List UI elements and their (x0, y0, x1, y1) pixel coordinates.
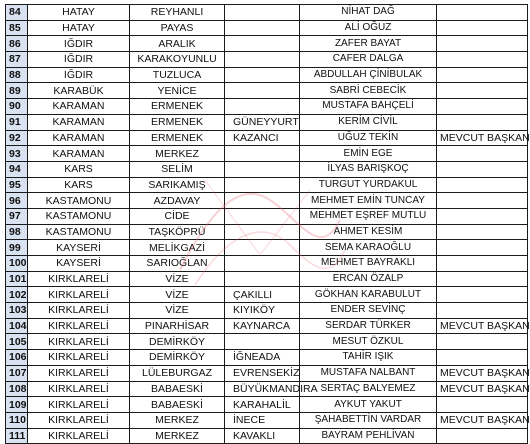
province-cell: KARAMAN (28, 114, 130, 130)
table-row (6, 130, 528, 146)
town-cell: EVRENSEKİZ (225, 365, 300, 381)
table-row (6, 334, 528, 350)
candidate-cell: BAYRAM PEHLİVAN (300, 428, 437, 444)
province-cell: KIRKLARELİ (28, 381, 130, 397)
note-cell (437, 99, 528, 115)
town-cell (225, 240, 300, 256)
province-cell: KASTAMONU (28, 208, 130, 224)
note-cell (437, 193, 528, 209)
table-row (6, 381, 528, 397)
district-cell: ARALIK (130, 36, 225, 52)
candidate-cell: ŞAHABETTİN VARDAR (300, 412, 437, 428)
province-cell: KIRKLARELİ (28, 412, 130, 428)
note-cell (437, 208, 528, 224)
candidate-cell: SERDAR TÜRKER (300, 318, 437, 334)
row-number-cell: 99 (6, 240, 28, 256)
note-cell (437, 67, 528, 83)
candidate-cell: CAFER DALGA (300, 52, 437, 68)
table-row (6, 428, 528, 444)
note-cell: MEVCUT BAŞKAN (437, 381, 528, 397)
province-cell: KASTAMONU (28, 193, 130, 209)
table-row (6, 5, 528, 21)
note-cell: MEVCUT BAŞKAN (437, 365, 528, 381)
table-row (6, 114, 528, 130)
note-cell (437, 334, 528, 350)
province-cell: KARAMAN (28, 99, 130, 115)
candidate-cell: MUSTAFA BAHÇELİ (300, 99, 437, 115)
district-cell: ERMENEK (130, 114, 225, 130)
candidate-cell: MEHMET EŞREF MUTLU (300, 208, 437, 224)
note-cell (437, 224, 528, 240)
row-number-cell: 84 (6, 5, 28, 21)
table-row (6, 271, 528, 287)
table-row (6, 193, 528, 209)
province-cell: IĞDIR (28, 36, 130, 52)
note-cell (437, 350, 528, 366)
row-number-cell: 111 (6, 428, 28, 444)
table-row (6, 177, 528, 193)
candidate-cell: SABRİ CEBECİK (300, 83, 437, 99)
note-cell (437, 5, 528, 21)
candidate-cell: ENDER SEVİNÇ (300, 303, 437, 319)
note-cell: MEVCUT BAŞKAN (437, 318, 528, 334)
table-row (6, 161, 528, 177)
candidate-cell: KERİM CİVİL (300, 114, 437, 130)
province-cell: KIRKLARELİ (28, 318, 130, 334)
province-cell: KIRKLARELİ (28, 287, 130, 303)
province-cell: KIRKLARELİ (28, 365, 130, 381)
district-cell: MERKEZ (130, 146, 225, 162)
note-cell (437, 146, 528, 162)
row-number-cell: 108 (6, 381, 28, 397)
district-cell: ERMENEK (130, 99, 225, 115)
table-row (6, 412, 528, 428)
province-cell: KARS (28, 161, 130, 177)
province-cell: KARS (28, 177, 130, 193)
table-row (6, 287, 528, 303)
note-cell (437, 177, 528, 193)
table-row (6, 20, 528, 36)
town-cell (225, 52, 300, 68)
candidate-cell: ABDULLAH ÇİNİBULAK (300, 67, 437, 83)
town-cell: İĞNEADA (225, 350, 300, 366)
district-cell: CİDE (130, 208, 225, 224)
candidate-cell: SEMA KARAOĞLU (300, 240, 437, 256)
district-cell: VİZE (130, 303, 225, 319)
province-cell: IĞDIR (28, 67, 130, 83)
table-row (6, 36, 528, 52)
town-cell: KAZANCI (225, 130, 300, 146)
row-number-cell: 107 (6, 365, 28, 381)
candidate-cell: MESUT ÖZKUL (300, 334, 437, 350)
district-cell: TUZLUCA (130, 67, 225, 83)
note-cell: MEVCUT BAŞKAN (437, 130, 528, 146)
row-number-cell: 91 (6, 114, 28, 130)
row-number-cell: 104 (6, 318, 28, 334)
town-cell: BÜYÜKMANDIRA (225, 381, 300, 397)
town-cell (225, 256, 300, 272)
town-cell: ÇAKILLI (225, 287, 300, 303)
town-cell (225, 36, 300, 52)
row-number-cell: 101 (6, 271, 28, 287)
candidate-table-body (6, 5, 528, 444)
note-cell: MEVCUT BAŞKAN (437, 412, 528, 428)
district-cell: SELİM (130, 161, 225, 177)
row-number-cell: 86 (6, 36, 28, 52)
note-cell (437, 271, 528, 287)
province-cell: HATAY (28, 20, 130, 36)
row-number-cell: 94 (6, 161, 28, 177)
row-number-cell: 106 (6, 350, 28, 366)
province-cell: KARAMAN (28, 146, 130, 162)
province-cell: KAYSERİ (28, 256, 130, 272)
town-cell (225, 161, 300, 177)
row-number-cell: 85 (6, 20, 28, 36)
note-cell (437, 20, 528, 36)
row-number-cell: 89 (6, 83, 28, 99)
candidate-cell: NİHAT DAĞ (300, 5, 437, 21)
town-cell: KIYIKÖY (225, 303, 300, 319)
row-number-cell: 102 (6, 287, 28, 303)
town-cell: İNECE (225, 412, 300, 428)
district-cell: REYHANLI (130, 5, 225, 21)
table-row (6, 303, 528, 319)
candidate-cell: GÖKHAN KARABULUT (300, 287, 437, 303)
note-cell (437, 36, 528, 52)
candidate-cell: MEHMET EMİN TUNCAY (300, 193, 437, 209)
table-row (6, 240, 528, 256)
town-cell (225, 177, 300, 193)
note-cell (437, 397, 528, 413)
province-cell: KAYSERİ (28, 240, 130, 256)
town-cell (225, 271, 300, 287)
candidate-cell: UĞUZ TEKİN (300, 130, 437, 146)
table-row (6, 146, 528, 162)
town-cell (225, 99, 300, 115)
note-cell (437, 52, 528, 68)
town-cell (225, 224, 300, 240)
table-row (6, 208, 528, 224)
province-cell: KIRKLARELİ (28, 397, 130, 413)
table-row (6, 350, 528, 366)
table-row (6, 256, 528, 272)
town-cell (225, 5, 300, 21)
row-number-cell: 109 (6, 397, 28, 413)
row-number-cell: 110 (6, 412, 28, 428)
district-cell: VİZE (130, 271, 225, 287)
table-row (6, 83, 528, 99)
province-cell: KIRKLARELİ (28, 303, 130, 319)
row-number-cell: 92 (6, 130, 28, 146)
note-cell (437, 83, 528, 99)
town-cell (225, 67, 300, 83)
row-number-cell: 103 (6, 303, 28, 319)
row-number-cell: 95 (6, 177, 28, 193)
row-number-cell: 105 (6, 334, 28, 350)
candidate-cell: ALİ OĞUZ (300, 20, 437, 36)
district-cell: MELİKGAZİ (130, 240, 225, 256)
table-row (6, 52, 528, 68)
row-number-cell: 98 (6, 224, 28, 240)
district-cell: KARAKOYUNLU (130, 52, 225, 68)
province-cell: KIRKLARELİ (28, 271, 130, 287)
candidate-cell: TURGUT YURDAKUL (300, 177, 437, 193)
candidate-cell: ERCAN ÖZALP (300, 271, 437, 287)
town-cell: KARAHALİL (225, 397, 300, 413)
row-number-cell: 87 (6, 52, 28, 68)
table-row (6, 99, 528, 115)
note-cell (437, 161, 528, 177)
row-number-cell: 88 (6, 67, 28, 83)
province-cell: KIRKLARELİ (28, 334, 130, 350)
district-cell: SARIOĞLAN (130, 256, 225, 272)
district-cell: PAYAS (130, 20, 225, 36)
province-cell: IĞDIR (28, 52, 130, 68)
district-cell: VİZE (130, 287, 225, 303)
table-row (6, 67, 528, 83)
row-number-cell: 100 (6, 256, 28, 272)
town-cell: KAYNARCA (225, 318, 300, 334)
note-cell (437, 240, 528, 256)
town-cell (225, 83, 300, 99)
district-cell: YENİCE (130, 83, 225, 99)
district-cell: TAŞKÖPRÜ (130, 224, 225, 240)
town-cell: KAVAKLI (225, 428, 300, 444)
province-cell: KIRKLARELİ (28, 350, 130, 366)
district-cell: MERKEZ (130, 412, 225, 428)
note-cell (437, 114, 528, 130)
district-cell: LÜLEBURGAZ (130, 365, 225, 381)
town-cell (225, 193, 300, 209)
row-number-cell: 96 (6, 193, 28, 209)
district-cell: PINARHİSAR (130, 318, 225, 334)
table-row (6, 318, 528, 334)
candidate-cell: EMİN EGE (300, 146, 437, 162)
note-cell (437, 287, 528, 303)
town-cell (225, 20, 300, 36)
candidate-cell: SERTAÇ BALYEMEZ (300, 381, 437, 397)
district-cell: MERKEZ (130, 428, 225, 444)
candidate-cell: İLYAS BARIŞKOÇ (300, 161, 437, 177)
table-row (6, 397, 528, 413)
candidate-cell: ZAFER BAYAT (300, 36, 437, 52)
district-cell: SARIKAMIŞ (130, 177, 225, 193)
province-cell: KIRKLARELİ (28, 428, 130, 444)
town-cell (225, 146, 300, 162)
district-cell: DEMİRKÖY (130, 334, 225, 350)
candidate-table-sheet (5, 4, 528, 444)
candidate-cell: MEHMET BAYRAKLI (300, 256, 437, 272)
town-cell: GÜNEYYURT (225, 114, 300, 130)
note-cell (437, 256, 528, 272)
province-cell: KARAMAN (28, 130, 130, 146)
note-cell (437, 428, 528, 444)
row-number-cell: 97 (6, 208, 28, 224)
candidate-cell: MUSTAFA NALBANT (300, 365, 437, 381)
row-number-cell: 93 (6, 146, 28, 162)
district-cell: BABAESKİ (130, 397, 225, 413)
candidate-cell: AHMET KESİM (300, 224, 437, 240)
candidate-cell: TAHİR IŞIK (300, 350, 437, 366)
province-cell: HATAY (28, 5, 130, 21)
candidate-table (5, 4, 528, 444)
note-cell (437, 303, 528, 319)
town-cell (225, 334, 300, 350)
district-cell: BABAESKİ (130, 381, 225, 397)
table-row (6, 365, 528, 381)
candidate-cell: AYKUT YAKUT (300, 397, 437, 413)
province-cell: KASTAMONU (28, 224, 130, 240)
district-cell: DEMİRKÖY (130, 350, 225, 366)
province-cell: KARABÜK (28, 83, 130, 99)
table-row (6, 224, 528, 240)
row-number-cell: 90 (6, 99, 28, 115)
district-cell: ERMENEK (130, 130, 225, 146)
town-cell (225, 208, 300, 224)
district-cell: AZDAVAY (130, 193, 225, 209)
